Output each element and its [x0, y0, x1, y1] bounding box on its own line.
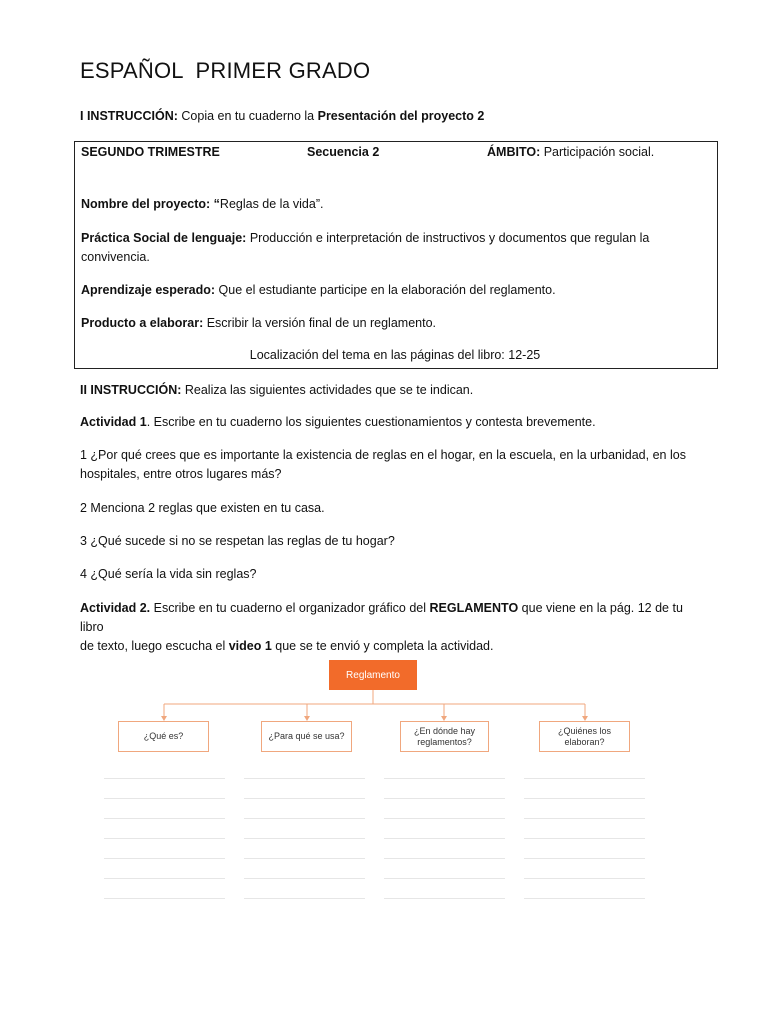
- expected-learning-label: Aprendizaje esperado:: [81, 283, 216, 297]
- project-name-value: Reglas de la vida: [219, 197, 316, 211]
- organizer-root-box: [329, 660, 417, 690]
- answer-line: [384, 898, 505, 899]
- answer-line: [104, 898, 225, 899]
- answer-line: [244, 898, 365, 899]
- question-1-line-2: hospitales, entre otros lugares más?: [80, 467, 282, 481]
- activity-2-label: Actividad 2.: [80, 601, 151, 615]
- answer-line: [384, 778, 505, 779]
- organizer-box-label: ¿Quiénes los elaboran?: [557, 725, 612, 747]
- organizer-box-label: ¿Para qué se usa?: [268, 731, 345, 741]
- instruction-1-text: Copia en tu cuaderno la: [177, 109, 318, 123]
- product-label: Producto a elaborar:: [81, 316, 204, 330]
- answer-line: [384, 818, 505, 819]
- activity-1-label: Actividad 1: [80, 415, 147, 429]
- expected-learning-value: Que el estudiante participe en la elaboración del reglamento.: [215, 283, 556, 297]
- answer-line: [104, 798, 225, 799]
- activity-2-line2-bold: video 1: [228, 639, 272, 653]
- answer-line: [524, 778, 645, 779]
- answer-line: [104, 878, 225, 879]
- answer-line: [244, 778, 365, 779]
- answer-line: [104, 858, 225, 859]
- answer-line: [524, 898, 645, 899]
- question-3: 3 ¿Qué sucede si no se respetan las reglas de tu hogar?: [80, 534, 395, 548]
- sequence-label: Secuencia 2: [307, 145, 380, 159]
- social-practice-value: Producción e interpretación de instructivos y documentos que regulan la: [246, 231, 650, 245]
- organizer-box-label: ¿Qué es?: [143, 731, 184, 741]
- trimester-label: SEGUNDO TRIMESTRE: [81, 145, 220, 159]
- answer-line: [244, 818, 365, 819]
- answer-line: [244, 798, 365, 799]
- social-practice-value-2: convivencia.: [81, 250, 150, 264]
- instruction-2-text: Realiza las siguientes actividades que se te indican.: [181, 383, 474, 397]
- ambito-label: ÁMBITO:: [487, 145, 541, 159]
- answer-line: [524, 818, 645, 819]
- instruction-1-label: I INSTRUCCIÓN:: [80, 109, 178, 123]
- organizer-root-label: Reglamento: [346, 669, 400, 681]
- activity-2-bold: REGLAMENTO: [429, 601, 519, 615]
- answer-line: [384, 878, 505, 879]
- answer-line: [384, 858, 505, 859]
- activity-2-text-2: que viene en la pág. 12 de tu libro: [80, 601, 683, 634]
- activity-1-text: . Escribe en tu cuaderno los siguientes cuestionamientos y contesta brevemente.: [146, 415, 596, 429]
- question-2: 2 Menciona 2 reglas que existen en tu casa.: [80, 501, 325, 515]
- answer-line: [384, 798, 505, 799]
- organizer-box-label: ¿En dónde hay reglamentos?: [413, 725, 476, 747]
- answer-line: [524, 878, 645, 879]
- question-4: 4 ¿Qué sería la vida sin reglas?: [80, 567, 257, 581]
- answer-line: [104, 838, 225, 839]
- activity-2-text-1: Escribe en tu cuaderno el organizador gráfico del: [150, 601, 430, 615]
- project-name-end: ”.: [315, 197, 324, 211]
- organizer-box-donde: [400, 721, 489, 752]
- social-practice-label: Práctica Social de lenguaje:: [81, 231, 247, 245]
- organizer-box-quienes: [539, 721, 630, 752]
- organizer-box-que-es: [118, 721, 209, 752]
- answer-line: [244, 838, 365, 839]
- instruction-1-bold: Presentación del proyecto 2: [317, 109, 485, 123]
- organizer-box-para-que: [261, 721, 352, 752]
- page-title: ESPAÑOL PRIMER GRADO: [80, 58, 371, 83]
- answer-line: [244, 878, 365, 879]
- product-value: Escribir la versión final de un reglamento.: [203, 316, 437, 330]
- question-1-line-1: 1 ¿Por qué crees que es importante la existencia de reglas en el hogar, en la escuela, en la urbanidad, en los: [80, 448, 686, 462]
- location: Localización del tema en las páginas del libro: 12-25: [249, 348, 541, 362]
- answer-line: [384, 838, 505, 839]
- answer-line: [244, 858, 365, 859]
- answer-line: [524, 838, 645, 839]
- project-name-label: Nombre del proyecto: “: [81, 197, 220, 211]
- ambito-value: Participación social.: [540, 145, 655, 159]
- instruction-2-label: II INSTRUCCIÓN:: [80, 383, 182, 397]
- answer-line: [104, 818, 225, 819]
- activity-2-line2-text-2: que se te envió y completa la actividad.: [271, 639, 494, 653]
- answer-line: [524, 858, 645, 859]
- activity-2-line2-text-1: de texto, luego escucha el: [80, 639, 229, 653]
- answer-line: [524, 798, 645, 799]
- answer-line: [104, 778, 225, 779]
